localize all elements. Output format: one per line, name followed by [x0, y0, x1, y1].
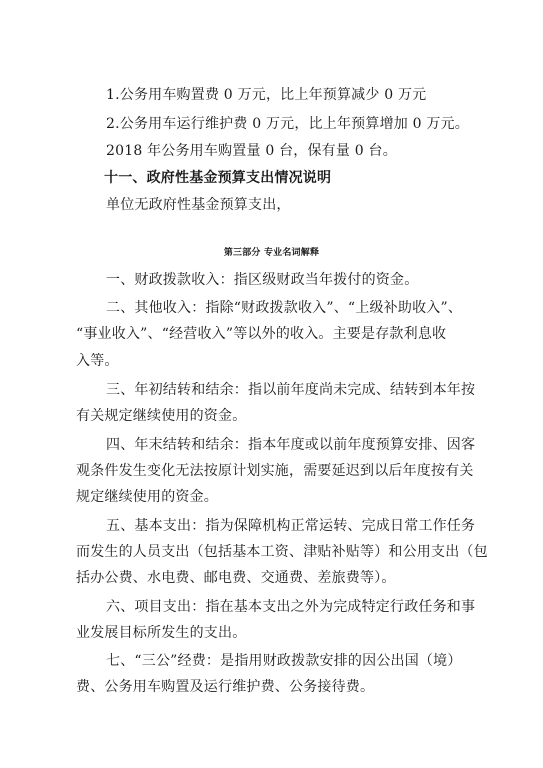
- part-title: 第三部分 专业名词解释: [223, 248, 320, 258]
- term-line: 规定继续使用的资金。: [76, 489, 218, 505]
- term-line: 而发生的人员支出（包括基本工资、津贴补贴等）和公用支出（包: [76, 544, 488, 560]
- budget-item-maintenance: 2.公务用车运行维护费 0 万元，比上年预算增加 0 万元。: [106, 116, 469, 132]
- term-line: 四、年末结转和结余：指本年度或以前年度预算安排、因客: [106, 437, 476, 453]
- section-body: 单位无政府性基金预算支出，: [106, 197, 291, 213]
- term-line: 五、基本支出：指为保障机构正常运转、完成日常工作任务: [106, 518, 476, 534]
- term-line: 三、年初结转和结余：指以前年度尚未完成、结转到本年按: [106, 382, 476, 398]
- term-line: 入等。: [76, 353, 119, 369]
- budget-item-purchase: 1.公务用车购置费 0 万元，比上年预算减少 0 万元: [106, 87, 427, 103]
- term-line: “事业收入”、“经营收入”等以外的收入。主要是存款利息收: [76, 326, 447, 342]
- budget-item-vehicle-count: 2018 年公务用车购置量 0 台，保有量 0 台。: [106, 143, 397, 159]
- term-line: 费、公务用车购置及运行维护费、公务接待费。: [76, 679, 375, 695]
- term-line: 括办公费、水电费、邮电费、交通费、差旅费等）。: [76, 570, 396, 586]
- section-heading: 十一、政府性基金预算支出情况说明: [104, 170, 332, 186]
- term-line: 二、其他收入：指除“财政拨款收入”、“上级补助收入”、: [106, 300, 463, 316]
- term-line: 七、“三公”经费：是指用财政拨款安排的因公出国（境）: [106, 653, 462, 669]
- term-line: 一、财政拨款收入：指区级财政当年拨付的资金。: [106, 272, 419, 288]
- term-line: 六、项目支出：指在基本支出之外为完成特定行政任务和事: [106, 599, 476, 615]
- term-line: 观条件发生变化无法按原计划实施，需要延迟到以后年度按有关: [76, 463, 474, 479]
- term-line: 业发展目标所发生的支出。: [76, 625, 247, 641]
- term-line: 有关规定继续使用的资金。: [76, 408, 247, 424]
